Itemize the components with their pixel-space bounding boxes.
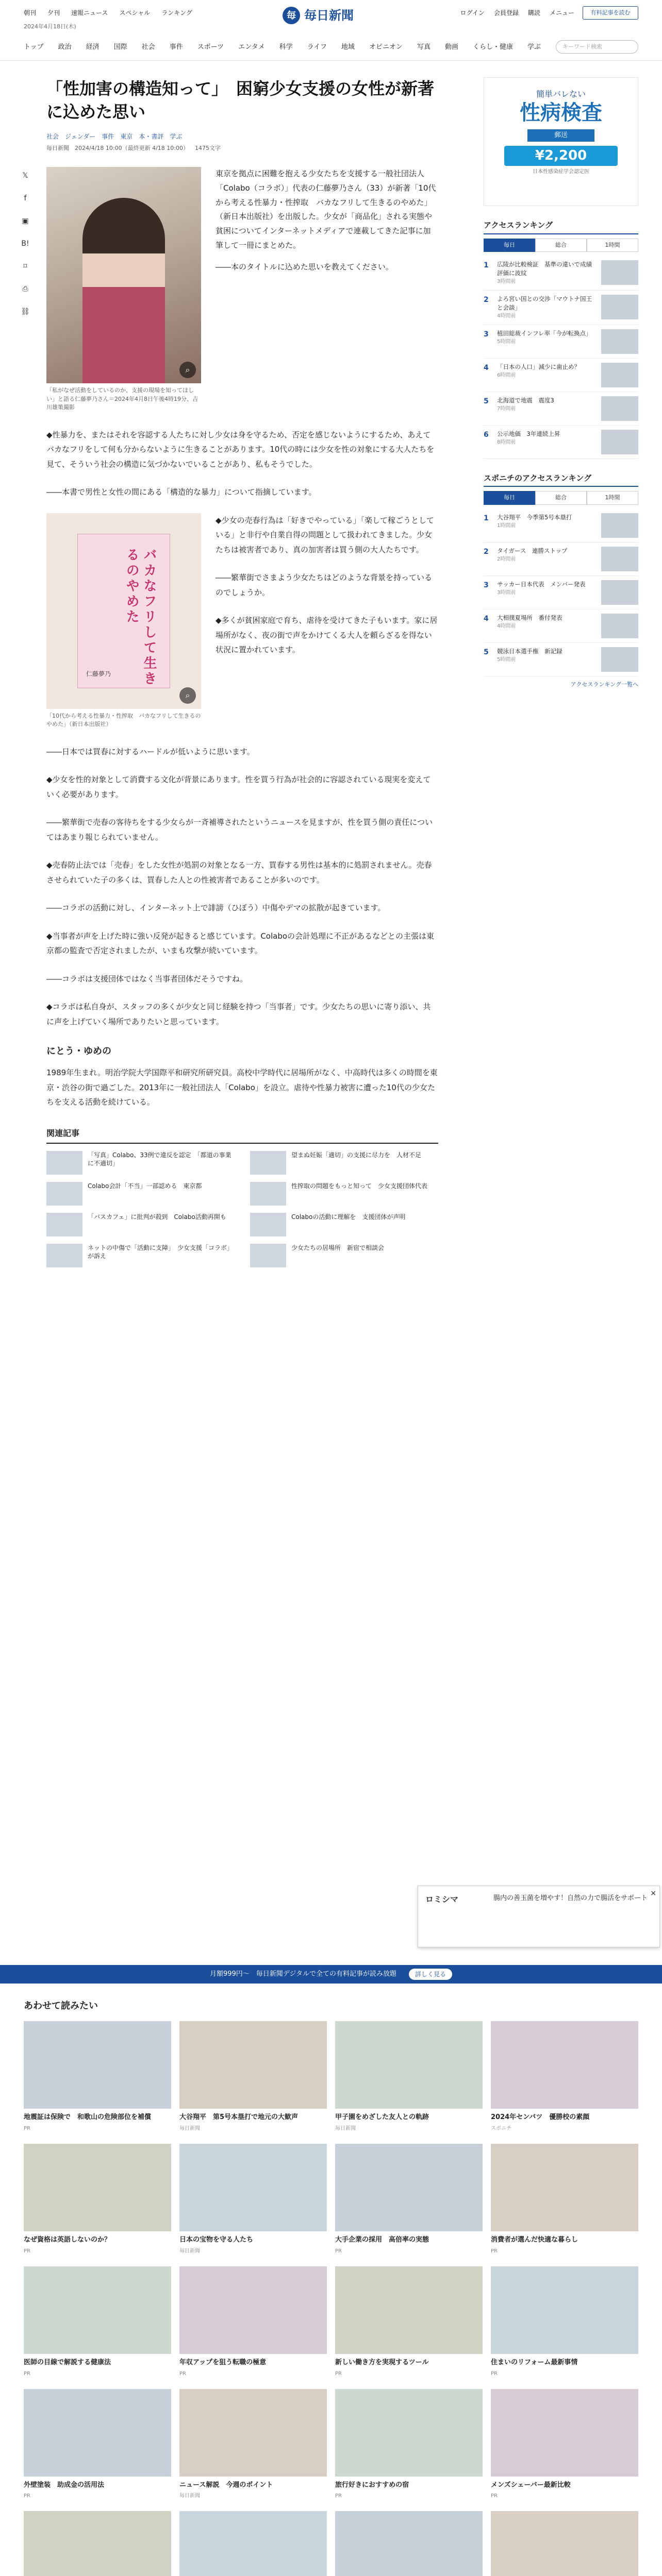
body-paragraph: ――繁華街でさまよう少女たちはどのような背景を持っているのでしょうか。 xyxy=(216,573,433,597)
ranking-item[interactable] xyxy=(484,291,638,325)
header-link[interactable]: 朝刊 xyxy=(24,9,37,16)
nav-item[interactable]: エンタメ xyxy=(238,43,265,51)
zoom-icon[interactable]: ⌕ xyxy=(179,687,196,704)
recommended-source: PR xyxy=(24,2125,30,2131)
ranking-title xyxy=(497,647,597,672)
ranking-time: 3時間前 xyxy=(497,590,516,596)
float-ad-brand: ロミシマ xyxy=(425,1894,459,1904)
ad-price: ¥2,200 xyxy=(504,146,618,166)
ranking-time: 6時間前 xyxy=(497,372,516,379)
recommended-source: スポニチ xyxy=(491,2125,511,2131)
ranking-number: 4 xyxy=(484,363,489,372)
ranking-tab[interactable]: 毎日 xyxy=(484,239,535,252)
ranking-thumb xyxy=(601,396,638,421)
recommended-title: 住まいのリフォーム最新事情 xyxy=(491,2358,578,2366)
recommended-image xyxy=(335,2144,483,2231)
tag-link[interactable]: 本・書評 xyxy=(139,132,164,140)
main-nav xyxy=(24,42,541,53)
recommended-image xyxy=(24,2144,171,2231)
recommended-title: なぜ資格は英語しないのか？ xyxy=(24,2235,111,2244)
ad-line: 性病検査 xyxy=(520,101,602,125)
ranking-number: 5 xyxy=(484,397,489,405)
logo-text: 毎日新聞 xyxy=(304,8,354,23)
logo-mark-icon: 毎 xyxy=(283,7,300,24)
header-right-links xyxy=(460,8,574,18)
ranking-number: 5 xyxy=(484,648,489,656)
recommended-image xyxy=(24,2511,171,2576)
recommended-card[interactable] xyxy=(179,2266,327,2378)
recommended-image xyxy=(179,2389,327,2477)
ranking-title-text: 大谷翔平 今季第5号本塁打 xyxy=(497,513,572,521)
recommended-image xyxy=(491,2511,638,2576)
recommended-title: 甲子園をめざした友人との軌跡 xyxy=(335,2113,429,2121)
ranking-title xyxy=(497,260,597,286)
book-cover-author: 仁藤夢乃 xyxy=(86,670,111,677)
close-icon[interactable]: × xyxy=(650,1889,656,1897)
recommended-image xyxy=(335,2511,483,2576)
ranking-item[interactable] xyxy=(484,643,638,676)
recommended-grid xyxy=(24,2021,638,2576)
ranking-tab[interactable]: 1時間 xyxy=(587,491,638,505)
recommended-source: PR xyxy=(491,2248,498,2254)
ranking-title-text: 「日本の人口」減少に歯止め？ xyxy=(497,363,580,370)
nav-item[interactable]: 動画 xyxy=(444,43,458,51)
related-thumb xyxy=(46,1213,82,1236)
header-link[interactable]: 速報ニュース xyxy=(71,9,108,16)
recommended-card[interactable] xyxy=(491,2266,638,2378)
recommended-source: 毎日新聞 xyxy=(179,2125,200,2131)
floating-ad[interactable] xyxy=(418,1886,660,1947)
subscribe-button[interactable]: 有料記事を読む xyxy=(583,6,638,20)
ranking-tab[interactable]: 総合 xyxy=(535,239,587,252)
related-heading: 関連記事 xyxy=(46,1127,438,1144)
related-title: 望まぬ妊娠「適切」の支援に尽力を 人材不足 xyxy=(291,1151,422,1159)
ranking-number: 3 xyxy=(484,330,489,338)
ranking-thumb xyxy=(601,363,638,387)
body-paragraph: ――コラボは支援団体ではなく当事者団体だそうですね。 xyxy=(46,974,248,984)
recommended-title: 外壁塗装 助成金の活用法 xyxy=(24,2481,105,2489)
ranking-number: 6 xyxy=(484,430,489,439)
ranking-time: 4時間前 xyxy=(497,623,516,630)
related-item[interactable] xyxy=(46,1244,235,1267)
recommended-card[interactable] xyxy=(24,2511,171,2576)
related-item[interactable] xyxy=(46,1213,235,1236)
article xyxy=(46,77,438,1267)
recommended-title: 大手企業の採用 高倍率の実態 xyxy=(335,2235,429,2244)
related-title: ネットの中傷で「活動に支障」 少女支援「コラボ」が訴え xyxy=(88,1244,234,1260)
ranking-number: 3 xyxy=(484,581,489,589)
ranking-time: 1時間前 xyxy=(497,523,516,529)
ranking-tab[interactable]: 毎日 xyxy=(484,491,535,505)
subscription-text: 月額999円〜 毎日新聞デジタルで全ての有料記事が読み放題 xyxy=(209,1970,397,1978)
nav-item[interactable]: 地域 xyxy=(341,43,355,51)
recommended-title: 大谷翔平 第5号本塁打で地元の大歓声 xyxy=(179,2113,299,2121)
share-bar xyxy=(20,170,31,317)
body-paragraph: ◆少女を性的対象として消費する文化が背景にあります。性を買う行為が社会的に容認されている現実を変えていく必要があります。 xyxy=(46,775,431,799)
nav-item[interactable]: 社会 xyxy=(141,43,155,51)
ranking-time: 2時間前 xyxy=(497,556,516,563)
ranking-title-text: 競泳日本選手権 新記録 xyxy=(497,647,562,655)
recommended-image xyxy=(491,2266,638,2354)
related-title: 性搾取の問題をもっと知って 少女支援団体代表 xyxy=(291,1182,428,1190)
site-logo[interactable] xyxy=(283,5,379,26)
body-paragraph: ◆性暴力を、またはそれを容認する人たちに対し少女は身を守るため、否定を感じないようにするため、あえてバカなフリをして何も分からないように生きることがあります。10代の時には少女を性の対象にする大人たちを見て、そういう社会の構造に気づかないでいることがあり、私もそうでした。 xyxy=(46,430,435,469)
book-figure xyxy=(46,513,201,729)
recommended-image xyxy=(491,2389,638,2477)
recommended-title: 医師の目線で解説する健康法 xyxy=(24,2358,111,2366)
recommended-title: メンズシェーバー最新比較 xyxy=(491,2481,571,2489)
ranking-title xyxy=(497,329,597,354)
related-title: Colabo会計「不当」一部認める 東京都 xyxy=(88,1182,202,1190)
nav-item[interactable]: オピニオン xyxy=(369,43,403,51)
related-grid xyxy=(46,1151,438,1267)
ranking-thumb xyxy=(601,614,638,638)
article-body xyxy=(46,428,438,1110)
body-paragraph: ――日本では買春に対するハードルが低いように思います。 xyxy=(46,747,255,756)
related-thumb xyxy=(46,1244,82,1267)
recommended-title: 2024年センバツ 優勝校の素顔 xyxy=(491,2113,590,2121)
article-char-count: 1475文字 xyxy=(195,144,221,151)
recommended-card[interactable] xyxy=(491,2144,638,2255)
book-caption: 「10代から考える性暴力・性搾取 バカなフリして生きるのやめた」（新日本出版社） xyxy=(46,712,201,728)
nav-item[interactable]: 国際 xyxy=(113,43,127,51)
recommended-title: 旅行好きにおすすめの宿 xyxy=(335,2481,409,2489)
search-input[interactable]: キーワード検索 xyxy=(556,40,638,54)
nav-item[interactable]: 科学 xyxy=(279,43,293,51)
recommended-title: ニュース解説 今週のポイント xyxy=(179,2481,273,2489)
recommended-card[interactable] xyxy=(24,2266,171,2378)
lead-paragraph: ――本のタイトルに込めた思いを教えてください。 xyxy=(216,262,393,272)
recommended-title: 地震証は保険で 和歌山の危険部位を補償 xyxy=(24,2113,152,2121)
header-left-links xyxy=(24,8,192,18)
ranking-tab[interactable]: 総合 xyxy=(535,491,587,505)
photo-subject xyxy=(82,198,165,383)
related-item[interactable] xyxy=(250,1151,438,1175)
related-thumb xyxy=(250,1213,286,1236)
hatena-share-icon[interactable]: B! xyxy=(21,239,29,248)
profile-heading: にとう・ゆめの xyxy=(46,1046,111,1057)
photo-image[interactable] xyxy=(46,167,201,383)
recommended-card[interactable] xyxy=(335,2144,483,2255)
recommended-card[interactable] xyxy=(179,2389,327,2500)
recommended-image xyxy=(491,2021,638,2109)
sidebar xyxy=(484,77,638,689)
x-share-icon[interactable]: 𝕏 xyxy=(22,171,28,180)
article-tags xyxy=(46,132,438,141)
header-date: 2024年4月18日(木) xyxy=(24,23,76,30)
recommended-card[interactable] xyxy=(491,2511,638,2576)
tag-link[interactable]: ジェンダー xyxy=(65,132,96,140)
header-link[interactable]: スペシャル xyxy=(119,9,151,16)
subscription-bar xyxy=(0,1965,662,1984)
recommended-heading: あわせて読みたい xyxy=(24,2001,98,2011)
recommended-title: 日本の宝物を守る人たち xyxy=(179,2235,254,2244)
recommended-source: PR xyxy=(335,2493,342,2499)
recommended-image xyxy=(24,2021,171,2109)
ranking-time: 3時間前 xyxy=(497,279,516,285)
recommended-image xyxy=(179,2144,327,2231)
article-date-row xyxy=(46,144,438,153)
ranking-number: 4 xyxy=(484,614,489,623)
ranking-tab[interactable]: 1時間 xyxy=(587,239,638,252)
article-title: 「性加害の構造知って」 困窮少女支援の女性が新著に込めた思い xyxy=(46,79,435,122)
recommended-image xyxy=(335,2266,483,2354)
facebook-share-icon[interactable]: f xyxy=(24,194,27,202)
ranking-thumb xyxy=(601,547,638,571)
recommended-card[interactable] xyxy=(24,2389,171,2500)
lead-paragraph: 東京を拠点に困難を抱える少女たちを支援する一般社団法人「Colabo（コラボ）」代表の仁藤夢乃さん（33）が新著「10代から考える性暴力・性搾取 バカなフリして生きるのやめた」（新日本出版社）を出版した。少女が「商品化」される実態や貧困についてインターネットメディアで連載してきた記事に加筆して一冊にまとめた。 xyxy=(216,169,436,250)
recommended-source: PR xyxy=(491,2370,498,2377)
ranking-title-text: タイガース 連勝ストップ xyxy=(497,547,568,554)
recommended-card[interactable] xyxy=(179,2511,327,2576)
tag-link[interactable]: 事件 xyxy=(102,132,114,140)
ranking-item[interactable] xyxy=(484,509,638,543)
related-thumb xyxy=(250,1244,286,1267)
recommended-image xyxy=(179,2021,327,2109)
book-cover xyxy=(77,534,170,688)
ranking-title xyxy=(497,547,597,571)
recommended-title: 年収アップを狙う転職の極意 xyxy=(179,2358,267,2366)
recommended-card[interactable] xyxy=(335,2511,483,2576)
recommended-source: PR xyxy=(179,2370,186,2377)
ranking-thumb xyxy=(601,580,638,605)
recommended-card[interactable] xyxy=(335,2389,483,2500)
recommended-section xyxy=(24,1999,638,2576)
ranking-title-text: 北海道で地震 震度3 xyxy=(497,396,554,404)
ranking-time: 7時間前 xyxy=(497,406,516,412)
access-ranking-tabs xyxy=(484,239,638,252)
ranking-item[interactable] xyxy=(484,609,638,643)
ranking-item[interactable] xyxy=(484,392,638,426)
ranking-number: 2 xyxy=(484,547,489,556)
related-item[interactable] xyxy=(46,1151,235,1175)
ad-line: 日本性感染症学会認定医 xyxy=(533,168,589,175)
recommended-image xyxy=(179,2266,327,2354)
nav-item[interactable]: スポーツ xyxy=(197,43,224,51)
header-link[interactable]: 夕刊 xyxy=(47,9,60,16)
ranking-title xyxy=(497,614,597,638)
recommended-source: PR xyxy=(491,2493,498,2499)
tag-link[interactable]: 学ぶ xyxy=(170,132,183,140)
related-title: Colaboの活動に理解を 支援団体が声明 xyxy=(291,1213,406,1221)
ad-line: 郵送 xyxy=(527,129,594,142)
body-paragraph: ――コラボの活動に対し、インターネット上で誹謗（ひぼう）中傷やデマの拡散が起きています。 xyxy=(46,903,386,913)
article-photo xyxy=(46,167,201,412)
ranking-thumb xyxy=(601,329,638,354)
recommended-image xyxy=(491,2144,638,2231)
related-thumb xyxy=(250,1182,286,1206)
recommended-source: PR xyxy=(24,2248,30,2254)
nav-item[interactable]: 経済 xyxy=(86,43,100,51)
print-icon[interactable]: ⎙ xyxy=(22,284,28,293)
line-share-icon[interactable]: ▣ xyxy=(22,216,29,225)
subscription-button[interactable]: 詳しく見る xyxy=(409,1969,452,1980)
access-ranking-heading: アクセスランキング xyxy=(484,219,638,234)
related-thumb xyxy=(46,1182,82,1206)
body-paragraph: ◆コラボは私自身が、スタッフの多くが少女と同じ経験を持つ「当事者」です。少女たちの思いに寄り添い、共に声を上げていく場所でありたいと思っています。 xyxy=(46,1002,431,1026)
related-articles xyxy=(46,1127,438,1267)
ranking-time: 5時間前 xyxy=(497,339,516,345)
site-header xyxy=(0,0,662,61)
related-title: 少女たちの居場所 新宿で相談会 xyxy=(291,1244,385,1251)
recommended-title: 消費者が選んだ快適な暮らし xyxy=(491,2235,578,2244)
ranking-title xyxy=(497,513,597,538)
ranking-number: 1 xyxy=(484,514,489,522)
recommended-card[interactable] xyxy=(24,2144,171,2255)
ranking-title xyxy=(497,295,597,320)
ad-line: 簡単バレない xyxy=(536,89,586,99)
ranking-item[interactable] xyxy=(484,325,638,359)
zoom-icon[interactable]: ⌕ xyxy=(179,362,196,378)
ranking-item[interactable] xyxy=(484,576,638,609)
register-link[interactable]: 会員登録 xyxy=(493,9,519,16)
body-paragraph: ◆少女の売春行為は「好きでやっている」「楽して稼ごうとしている」と非行や自業自得の問題として扱われてきました。少女たちは被害者であり、真の加害者は買う側の大人たちです。 xyxy=(216,515,435,554)
body-paragraph: ◆当事者が声を上げた時に強い反発が起きると感じています。Colaboの会計処理に不正があるなどとの主張は東京都の監査で否定されましたが、いまも攻撃が続いています。 xyxy=(46,931,435,956)
sidebar-ad[interactable] xyxy=(484,77,638,206)
recommended-source: 毎日新聞 xyxy=(335,2125,356,2131)
lead-text xyxy=(216,167,438,412)
sports-ranking-tabs xyxy=(484,491,638,505)
ranking-time: 4時間前 xyxy=(497,313,516,319)
related-title: 「バスカフェ」に批判が殺到 Colabo活動再開も xyxy=(88,1213,226,1221)
related-item[interactable] xyxy=(46,1182,235,1206)
ranking-title-text: サッカー日本代表 メンバー発表 xyxy=(497,580,586,588)
body-paragraph: ◆売春防止法では「売春」をした女性が処罰の対象となる一方、買春する男性は基本的に処罰されません。売春させられていた子の多くは、買春した人との性被害者であることが多いのです。 xyxy=(46,860,432,885)
ranking-title xyxy=(497,396,597,421)
ranking-title-text: 大相撲夏場所 番付発表 xyxy=(497,614,562,621)
recommended-card[interactable] xyxy=(179,2021,327,2132)
recommended-source: PR xyxy=(24,2493,30,2499)
ranking-title-text: よろ宮い国との交渉「マウトナ国王と会談」 xyxy=(497,295,592,311)
ranking-thumb xyxy=(601,430,638,454)
ranking-item[interactable] xyxy=(484,359,638,392)
recommended-title: 新しい働き方を実現するツール xyxy=(335,2358,429,2366)
ranking-title-text: 植田総裁インフレ率「今が転換点」 xyxy=(497,329,592,337)
ranking-thumb xyxy=(601,260,638,285)
ranking-title xyxy=(497,363,597,387)
recommended-card[interactable] xyxy=(179,2144,327,2255)
ranking-thumb xyxy=(601,295,638,319)
book-image[interactable] xyxy=(46,513,201,709)
recommended-card[interactable] xyxy=(491,2389,638,2500)
body-paragraph: ◆多くが貧困家庭で育ち、虐待を受けてきた子もいます。家に居場所がなく、夜の街で声をかけてくる大人を頼らざるを得ない状況に置かれています。 xyxy=(216,616,438,655)
recommended-source: 毎日新聞 xyxy=(179,2493,200,2499)
ranking-number: 2 xyxy=(484,295,489,304)
related-thumb xyxy=(46,1151,82,1175)
related-item[interactable] xyxy=(250,1244,438,1267)
ranking-title xyxy=(497,580,597,605)
nav-item[interactable]: 学ぶ xyxy=(527,43,541,51)
access-ranking-list xyxy=(484,256,638,459)
recommended-image xyxy=(24,2389,171,2477)
sports-ranking-list xyxy=(484,509,638,676)
menu-link[interactable]: メニュー xyxy=(549,9,574,16)
ranking-title xyxy=(497,430,597,454)
login-link[interactable]: ログイン xyxy=(460,9,485,16)
lead-block xyxy=(46,167,438,412)
ranking-time: 5時間前 xyxy=(497,657,516,663)
related-title: 「写真」Colabo、33例で違反を認定 「都道の事業に不適切」 xyxy=(88,1151,231,1167)
sports-ranking-heading: スポニチのアクセスランキング xyxy=(484,472,638,487)
body-paragraph: ――繁華街で売春の客待ちをする少女らが一斉補導されたというニュースを見ますが、性を買う側の責任についてはあまり報じられていません。 xyxy=(46,818,433,842)
nav-item[interactable]: 政治 xyxy=(58,43,72,51)
article-date: 毎日新聞 2024/4/18 10:00（最終更新 4/18 10:00） xyxy=(46,144,189,151)
ranking-title-text: 広陵が比較検証 基準の違いで成績評価に波紋 xyxy=(497,261,592,277)
photo-caption: 「私がなぜ活動をしているのか、支援の現場を知ってほしい」と語る仁藤夢乃さん＝2024年4月8日午後4時19分、吉川雄策撮影 xyxy=(46,387,198,411)
book-cover-title: バカなフリして生きるのやめた xyxy=(124,547,157,687)
tag-link[interactable]: 東京 xyxy=(120,132,133,140)
book-side-text xyxy=(216,513,438,729)
ranking-time: 8時間前 xyxy=(497,439,516,446)
recommended-source: PR xyxy=(335,2248,342,2254)
ranking-thumb xyxy=(601,647,638,672)
profile-text: 1989年生まれ。明治学院大学国際平和研究所研究員。高校中学時代に居場所がなく、中高時代は多くの時間を東京・渋谷の街で過ごした。2013年に一般社団法人「Colabo」を設立。虐待や性暴力被害に遭った10代の少女たちを支える活動を続けている。 xyxy=(46,1068,438,1107)
nav-item[interactable]: ライフ xyxy=(307,43,327,51)
recommended-card[interactable] xyxy=(335,2021,483,2132)
float-ad-text: 腸内の善玉菌を増やす！自然の力で腸活をサポート xyxy=(493,1894,648,1902)
recommended-image xyxy=(24,2266,171,2354)
ranking-item[interactable] xyxy=(484,256,638,291)
body-paragraph: ――本書で男性と女性の間にある「構造的な暴力」について指摘しています。 xyxy=(46,487,317,497)
nav-item[interactable]: くらし・健康 xyxy=(472,43,513,51)
ranking-item[interactable] xyxy=(484,543,638,576)
subscribe-link[interactable]: 購読 xyxy=(527,9,540,16)
recommended-source: 毎日新聞 xyxy=(179,2248,200,2254)
recommended-source: PR xyxy=(335,2370,342,2377)
recommended-source: PR xyxy=(24,2370,30,2377)
bookmark-icon[interactable]: ⌑ xyxy=(23,262,27,270)
tag-link[interactable]: 社会 xyxy=(46,132,59,140)
ranking-item[interactable] xyxy=(484,426,638,459)
nav-item[interactable]: トップ xyxy=(24,43,44,51)
link-copy-icon[interactable]: ⛓ xyxy=(21,307,30,316)
book-block xyxy=(46,513,438,729)
recommended-image xyxy=(335,2389,483,2477)
ranking-more-link[interactable]: アクセスランキング一覧へ xyxy=(570,681,638,688)
related-thumb xyxy=(250,1151,286,1175)
ranking-title-text: 公示地価 3年連続上昇 xyxy=(497,430,560,437)
ranking-number: 1 xyxy=(484,261,489,269)
recommended-image xyxy=(335,2021,483,2109)
ranking-thumb xyxy=(601,513,638,538)
nav-item[interactable]: 事件 xyxy=(169,43,183,51)
related-item[interactable] xyxy=(250,1182,438,1206)
related-item[interactable] xyxy=(250,1213,438,1236)
header-link[interactable]: ランキング xyxy=(161,9,192,16)
nav-item[interactable]: 写真 xyxy=(417,43,431,51)
recommended-card[interactable] xyxy=(491,2021,638,2132)
recommended-card[interactable] xyxy=(24,2021,171,2132)
recommended-card[interactable] xyxy=(335,2266,483,2378)
recommended-image xyxy=(179,2511,327,2576)
